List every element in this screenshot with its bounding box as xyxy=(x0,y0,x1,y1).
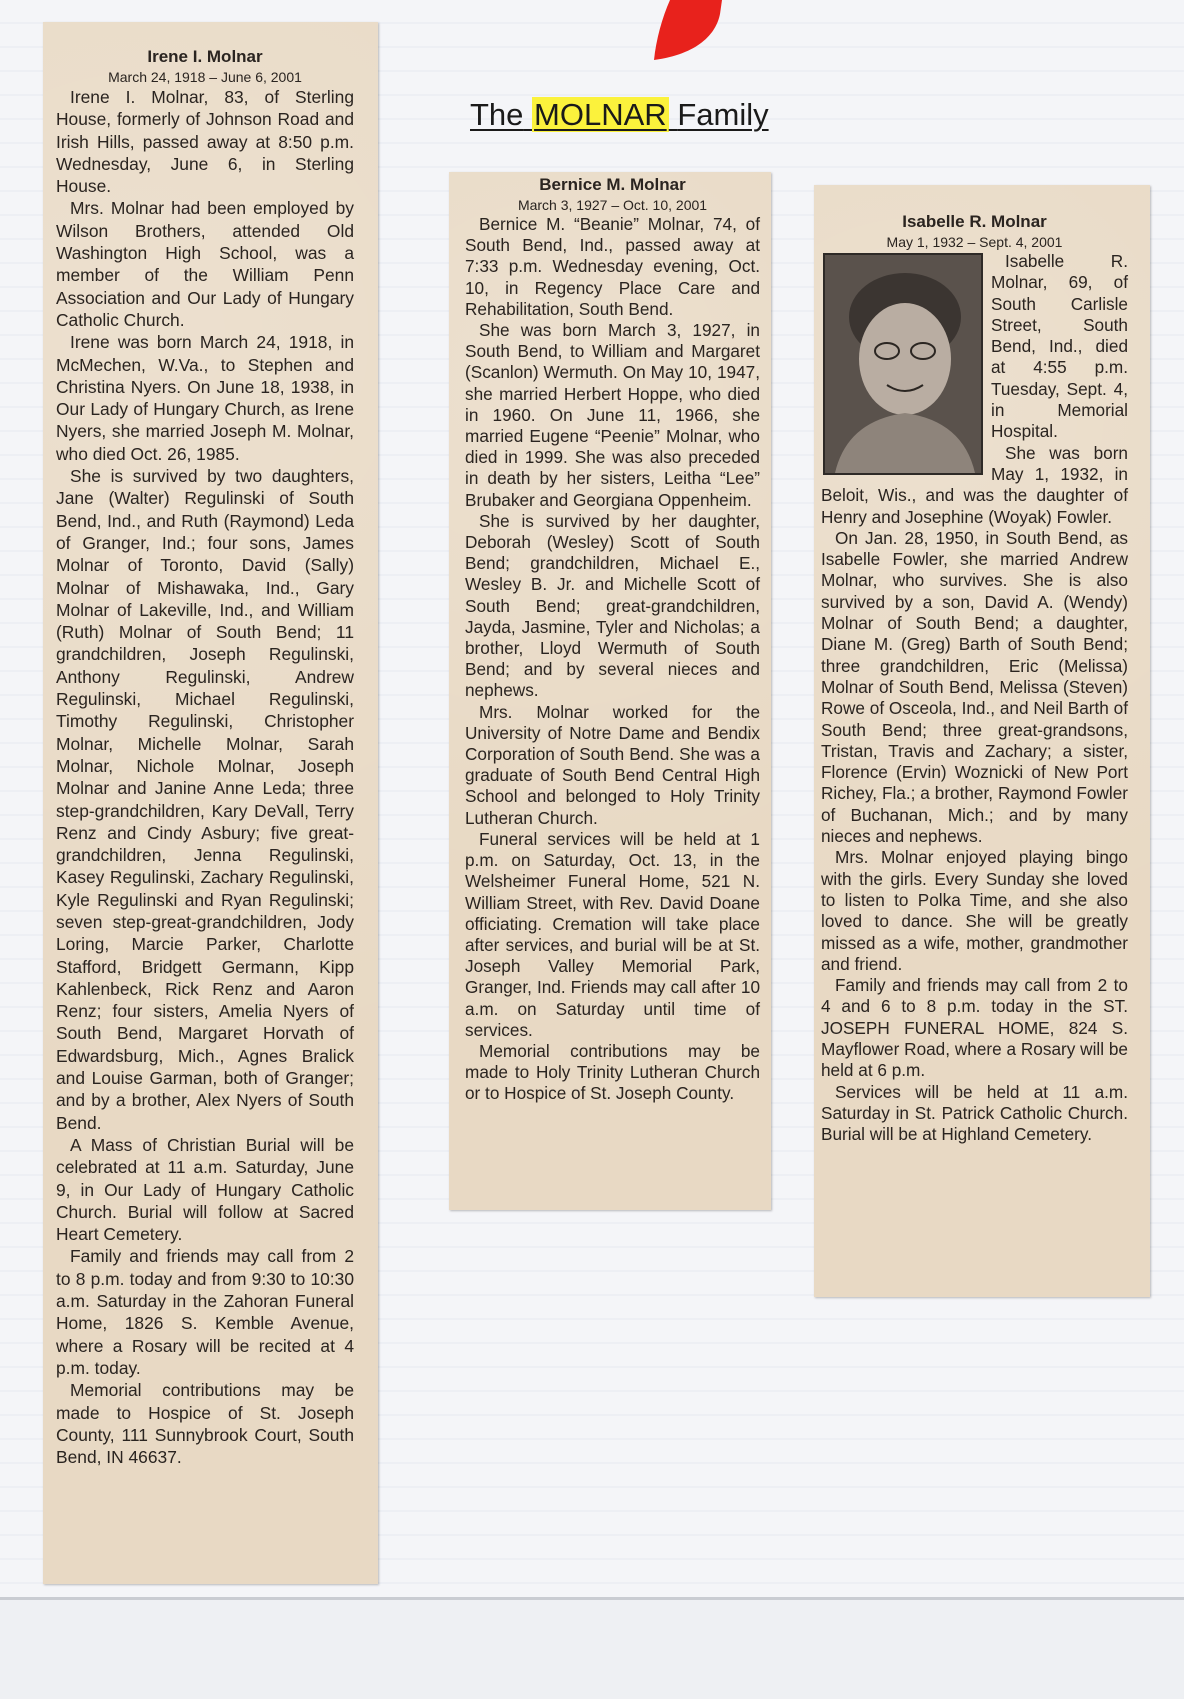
obituary-dates: March 3, 1927 – Oct. 10, 2001 xyxy=(517,197,708,213)
obituary-name: Irene I. Molnar xyxy=(147,47,263,66)
red-paper-shape xyxy=(648,0,722,62)
obituary-paragraph: Family and friends may call from 2 to 4 and 6 to 8 p.m. today in the ST. JOSEPH FUNERAL HOME, 824 S. Mayflower Road, where a Rosary will be held at 6 p.m. xyxy=(821,975,1128,1081)
obituary-paragraph: Mrs. Molnar had been employed by Wilson Brothers, attended Old Washington High School, was a member of the William Penn Association and Our Lady of Hungary Catholic Church. xyxy=(56,198,354,330)
title-prefix: The xyxy=(470,97,524,132)
red-paper-shape-fill xyxy=(654,0,722,60)
obituary-paragraph: Funeral services will be held at 1 p.m. on Saturday, Oct. 13, in the Welsheimer Funeral Home, 521 N. William Street, with Rev. David Doane officiating. Cremation will take place after services, and burial will be at St. Joseph Valley Memorial Park, Granger, Ind. Friends may call after 10 a.m. on Saturday until time of services. xyxy=(465,828,760,1040)
obituary-paragraph: Mrs. Molnar enjoyed playing bingo with the girls. Every Sunday she loved to listen to Polka Time, and she also loved to dance. She will be greatly missed as a wife, mother, grandmother and friend. xyxy=(821,847,1128,974)
obituary-paragraph: Irene was born March 24, 1918, in McMechen, W.Va., to Stephen and Christina Nyers. On June 18, 1938, in Our Lady of Hungary Church, as Irene Nyers, she married Joseph M. Molnar, who died Oct. 26, 1985. xyxy=(56,332,354,464)
scan-background-strip xyxy=(0,1600,1184,1699)
obituary-paragraph: She was born March 3, 1927, in South Bend, to William and Margaret (Scanlon) Wermuth. On May 10, 1947, she married Herbert Hoppe, who died in 1960. On June 11, 1966, she married Eugene “Peenie” Molnar, who died in 1999. She was also preceded in death by her sisters, Leitha “Lee” Brubaker and Georgiana Oppenheim. xyxy=(465,320,760,510)
title-suffix: Family xyxy=(677,97,769,132)
obituary-paragraph: Mrs. Molnar worked for the University of Notre Dame and Bendix Corporation of South Bend. She was a graduate of South Bend Central High School and belonged to Holy Trinity Lutheran Church. xyxy=(465,701,760,828)
obituary-paragraph: Services will be held at 11 a.m. Saturday in St. Patrick Catholic Church. Burial will be at Highland Cemetery. xyxy=(821,1081,1128,1145)
obituary-paragraph: Memorial contributions may be made to Hospice of St. Joseph County, 111 Sunnybrook Court, South Bend, IN 46637. xyxy=(56,1380,354,1468)
page-title xyxy=(470,96,769,134)
portrait-silhouette-icon xyxy=(825,255,981,473)
obituary-dates: March 24, 1918 – June 6, 2001 xyxy=(108,69,302,85)
obituary-isabelle xyxy=(814,185,1150,1297)
obituary-paragraph: Irene I. Molnar, 83, of Sterling House, formerly of Johnson Road and Irish Hills, passed away at 8:50 p.m. Wednesday, June 6, in Sterling House. xyxy=(56,87,354,197)
portrait-photo xyxy=(823,253,983,475)
obituary-paragraph: She is survived by two daughters, Jane (Walter) Regulinski of South Bend, Ind., and Ruth (Raymond) Leda of Granger, Ind.; four sons, James Molnar of Toronto, David (Sally) Molnar of Mishawaka, Ind., Gary Molnar of Lakeville, Ind., and William (Ruth) Molnar of South Bend; 11 grandchildren, Joseph Regulinski, Anthony Regulinski, Andrew Regulinski, Michael Regulinski, Timothy Regulinski, Christopher Molnar, Michelle Molnar, Sarah Molnar, Nichole Molnar, Joseph Molnar and Janine Anne Leda; three step-grandchildren, Kary DeVall, Terry Renz and Cindy Asbury; five great-grandchildren, Jenna Regulinski, Kasey Regulinski, Zachary Regulinski, Kyle Regulinski and Ryan Regulinski; seven step-great-grandchildren, Jody Loring, Marcie Parker, Charlotte Stafford, Bridgett Germann, Kipp Kahlenbeck, Rick Renz and Aaron Renz; four sisters, Amelia Nyers of South Bend, Margaret Horvath of Edwardsburg, Mich., Agnes Bralick and Louise Garman, both of Granger; and by a brother, Alex Nyers of South Bend. xyxy=(56,466,354,1133)
obituary-paragraph: On Jan. 28, 1950, in South Bend, as Isabelle Fowler, she married Andrew Molnar, who survives. She is also survived by a son, David A. (Wendy) Molnar of South Bend; a daughter, Diane M. (Greg) Barth of South Bend; three grandchildren, Eric (Melissa) Molnar of South Bend, Melissa (Steven) Rowe of Osceola, Ind., and Neil Barth of South Bend; three great-grandsons, Tristan, Travis and Zachary; a sister, Florence (Ervin) Woznicki of New Port Richey, Fla.; a brother, Raymond Fowler of Buchanan, Mich.; and by many nieces and nephews. xyxy=(821,527,1128,847)
obituary-bernice xyxy=(449,172,771,1210)
obituary-irene xyxy=(43,22,378,1584)
obituary-paragraph: Family and friends may call from 2 to 8 p.m. today and from 9:30 to 10:30 a.m. Saturday in the Zahoran Funeral Home, 1826 S. Kemble Avenue, where a Rosary will be recited at 4 p.m. today. xyxy=(56,1246,354,1378)
obituary-paragraph: She was born May 1, 1932, in Beloit, Wis., and was the daughter of Henry and Josephine (Woyak) Fowler. xyxy=(821,442,1128,527)
obituary-paragraph: Isabelle R. Molnar, 69, of South Carlisle Street, South Bend, Ind., died at 4:55 p.m. Tuesday, Sept. 4, in Memorial Hospital. xyxy=(991,251,1128,442)
obituary-paragraph: Memorial contributions may be made to Holy Trinity Lutheran Church or to Hospice of St. Joseph County. xyxy=(465,1040,760,1104)
obituary-name: Isabelle R. Molnar xyxy=(902,212,1047,231)
obituary-paragraph: She is survived by her daughter, Deborah (Wesley) Scott of South Bend; grandchildren, Michael E., Wesley B. Jr. and Michelle Scott of South Bend; great-grandchildren, Jayda, Jasmine, Tyler and Nicholas; a brother, Lloyd Wermuth of South Bend; and by several nieces and nephews. xyxy=(465,510,760,701)
obituary-paragraph: Bernice M. “Beanie” Molnar, 74, of South Bend, Ind., passed away at 7:33 p.m. Wednesday evening, Oct. 10, in Regency Place Care and Rehabilitation, South Bend. xyxy=(465,214,760,319)
title-highlight: MOLNAR xyxy=(534,97,667,132)
obituary-name: Bernice M. Molnar xyxy=(539,175,686,194)
obituary-paragraph: A Mass of Christian Burial will be celebrated at 11 a.m. Saturday, June 9, in Our Lady of Hungary Catholic Church. Burial will follow at Sacred Heart Cemetery. xyxy=(56,1134,354,1245)
obituary-dates: May 1, 1932 – Sept. 4, 2001 xyxy=(886,234,1063,250)
